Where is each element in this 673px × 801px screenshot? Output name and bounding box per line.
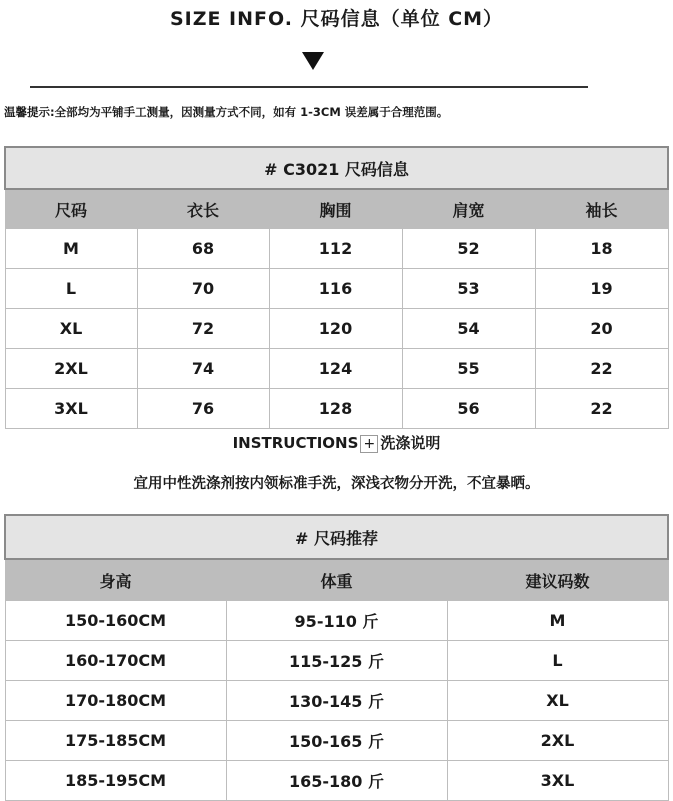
table-row	[5, 309, 668, 349]
table-cell: 20	[535, 309, 668, 349]
table-cell: XL	[5, 309, 137, 349]
table-row	[5, 349, 668, 389]
table-cell: 72	[137, 309, 269, 349]
table-cell: 2XL	[447, 721, 668, 761]
table-cell: 115-125 斤	[226, 641, 447, 681]
table-cell: L	[5, 269, 137, 309]
table-cell: 130-145 斤	[226, 681, 447, 721]
table-cell: 18	[535, 229, 668, 269]
table-row	[5, 601, 668, 641]
table-row	[5, 269, 668, 309]
table-cell: 95-110 斤	[226, 601, 447, 641]
instructions-label: INSTRUCTIONS	[232, 434, 359, 452]
page-title: SIZE INFO. 尺码信息（单位 CM）	[169, 8, 504, 30]
table-cell: 120	[269, 309, 402, 349]
table-cell: 19	[535, 269, 668, 309]
table-row	[5, 389, 668, 429]
table-cell: 76	[137, 389, 269, 429]
table-cell: L	[447, 641, 668, 681]
table-cell: 54	[402, 309, 535, 349]
divider	[30, 86, 588, 88]
table-cell: 53	[402, 269, 535, 309]
table-cell: M	[5, 229, 137, 269]
table-row	[5, 721, 668, 761]
table-cell: 70	[137, 269, 269, 309]
table-cell: 68	[137, 229, 269, 269]
measurement-tip: 温馨提示:全部均为平铺手工测量，因测量方式不同，如有 1-3CM 误差属于合理范围。	[4, 105, 449, 119]
table-cell: XL	[447, 681, 668, 721]
column-header: 衣长	[137, 189, 269, 229]
table-cell: 112	[269, 229, 402, 269]
table-cell: 3XL	[447, 761, 668, 801]
column-header: 尺码	[5, 189, 137, 229]
instructions-heading	[0, 432, 673, 453]
table-cell: 22	[535, 349, 668, 389]
table-row	[5, 761, 668, 801]
instructions-label-cn: 洗涤说明	[380, 434, 441, 452]
table-cell: 2XL	[5, 349, 137, 389]
table-cell: 22	[535, 389, 668, 429]
table-row	[5, 641, 668, 681]
size-info-table	[4, 146, 669, 429]
table-cell: 124	[269, 349, 402, 389]
table-cell: 74	[137, 349, 269, 389]
column-header: 体重	[226, 559, 447, 601]
table-cell: 185-195CM	[5, 761, 226, 801]
size-recommendation-table	[4, 514, 669, 801]
washing-instructions: 宜用中性洗涤剂按内领标准手洗，深浅衣物分开洗，不宜暴晒。	[133, 476, 540, 492]
column-header: 建议码数	[447, 559, 668, 601]
table-cell: 3XL	[5, 389, 137, 429]
table-cell: 116	[269, 269, 402, 309]
table-cell: 170-180CM	[5, 681, 226, 721]
column-header: 肩宽	[402, 189, 535, 229]
column-header: 袖长	[535, 189, 668, 229]
table-cell: 55	[402, 349, 535, 389]
table-cell: 160-170CM	[5, 641, 226, 681]
table-cell: 165-180 斤	[226, 761, 447, 801]
table-row	[5, 681, 668, 721]
table-cell: 128	[269, 389, 402, 429]
table-cell: 52	[402, 229, 535, 269]
recommend-table-caption: # 尺码推荐	[5, 515, 668, 559]
table-cell: M	[447, 601, 668, 641]
table-header-row	[5, 189, 668, 229]
column-header: 身高	[5, 559, 226, 601]
column-header: 胸围	[269, 189, 402, 229]
table-cell: 150-165 斤	[226, 721, 447, 761]
table-cell: 175-185CM	[5, 721, 226, 761]
down-arrow-icon	[302, 52, 324, 70]
plus-icon[interactable]: +	[360, 435, 378, 453]
table-cell: 56	[402, 389, 535, 429]
table-row	[5, 229, 668, 269]
table-cell: 150-160CM	[5, 601, 226, 641]
size-table-caption: # C3021 尺码信息	[5, 147, 668, 189]
table-header-row	[5, 559, 668, 601]
